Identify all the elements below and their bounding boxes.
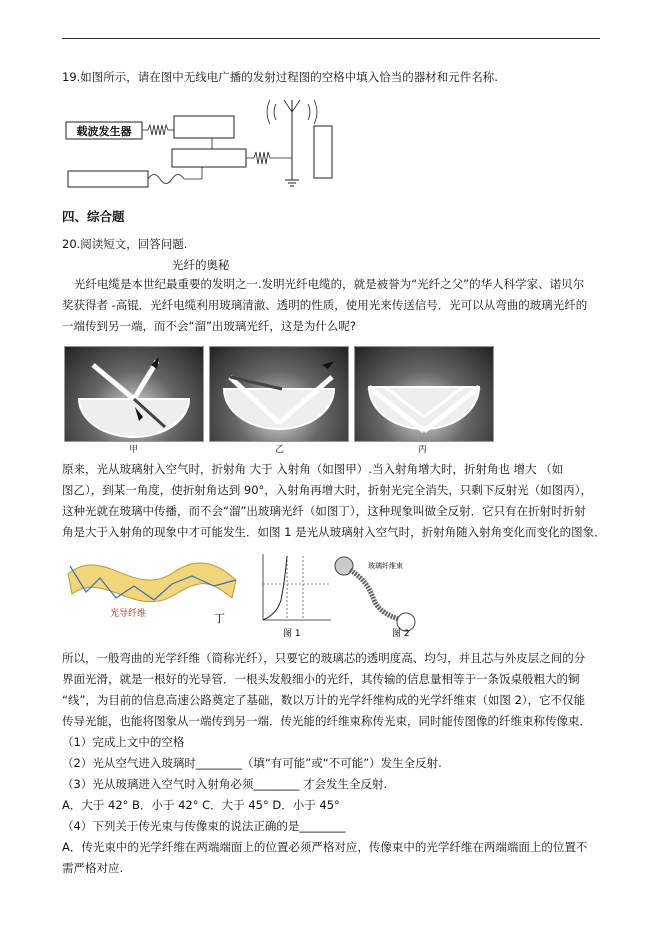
paragraph-1-line: 一端传到另一端，而不会“溜”出玻璃光纤，这是为什么呢?: [62, 319, 357, 333]
paragraph-3-line: “线”，为目前的信息高速公路奠定了基础，数以万计的光学纤维构成的光学纤维束（如图 2），它不仅能: [62, 693, 586, 707]
paragraph-1-line: 光纤电缆是本世纪最重要的发明之一.发明光纤电缆的，就是被誉为“光纤之父”的华人科学家、诺贝尔: [74, 277, 585, 291]
fiber-label: 光导纤维: [110, 609, 147, 619]
paragraph-2-line: 角是大于入射角的现象中才可能发生．如图 1 是光从玻璃射入空气时，折射角随入射角变化而变化的图象．: [62, 525, 606, 539]
figure-1-label: 图 1: [283, 629, 301, 639]
photo-label-jia: 甲: [129, 445, 139, 455]
question-options: A．大于 42° B．小于 42° C．大于 45° D．小于 45°: [62, 798, 340, 812]
figure-2-inner-label: 玻璃纤维束: [368, 562, 403, 570]
paragraph-2-line: 图乙），到某一角度，使折射角达到 90°，入射角再增大时，折射光完全消失，只剩下反射光（如图丙），: [62, 483, 593, 497]
figure-1-graph: [255, 550, 337, 640]
figure-2-label: 图 2: [392, 629, 410, 639]
header-rule: [62, 38, 600, 39]
paragraph-3-line: 传导光能，也能将图象从一端传到另一端．传光能的纤维束称传光束，同时能传图像的纤维束称传像束．: [62, 714, 591, 728]
blank-box-2: [172, 149, 246, 167]
question-line: （4）下列关于传光束与传像束的说法正确的是________: [62, 819, 346, 833]
q20-title: 光纤的奥秘: [172, 258, 230, 272]
photo-yi: [209, 346, 349, 442]
carrier-generator-label: 载波发生器: [76, 125, 132, 138]
modulated-wave-icon: [246, 112, 292, 164]
paragraph-3-line: 界面光滑，就是一根好的光导管．一根头发般细小的光纤，其传输的信息量相等于一条饭桌般粗大的铜: [62, 672, 580, 686]
blank-box-1: [174, 116, 234, 138]
radio-transmission-diagram: [62, 92, 352, 200]
photo-label-bing: 丙: [418, 445, 428, 455]
question-line: （3）光从玻璃进入空气时入射角必须________ 才会发生全反射.: [62, 777, 388, 791]
question-line: （2）光从空气进入玻璃时________（填“有可能”或“不可能”）发生全反射.: [62, 756, 442, 770]
fiber-figure-ding: [64, 550, 244, 630]
paragraph-1-line: 奖获得者 -高锟．光纤电缆利用玻璃清澈、透明的性质，使用光来传送信号．光可以从弯曲的玻璃光纤的: [62, 298, 588, 312]
paragraph-2-line: 原来，光从玻璃射入空气时，折射角 大于 入射角（如图甲）.当入射角增大时，折射角也 增大 （如: [62, 462, 564, 476]
photo-jia: [64, 346, 204, 442]
question-line: （1）完成上文中的空格: [62, 735, 185, 749]
blank-box-3: [68, 171, 148, 187]
photo-label-yi: 乙: [275, 445, 285, 455]
audio-wave-icon: [148, 175, 184, 184]
q19-text: 19.如图所示，请在图中无线电广播的发射过程图的空格中填入恰当的器材和元件名称.: [62, 70, 498, 84]
section-title: 四、综合题: [62, 209, 125, 224]
ding-label: 丁: [214, 612, 225, 625]
figure-2-bundle: [330, 550, 430, 640]
paragraph-2-line: 这种光就在玻璃中传播，而不会“溜”出玻璃光纤（如图丁），这种现象叫做全反射．它只有在折射时折射: [62, 504, 586, 518]
photo-bing: [354, 346, 494, 442]
answer-option-a: A．传光束中的光学纤维在两端端面上的位置必须严格对应，传像束中的光学纤维在两端端面上的位置不: [62, 840, 588, 854]
paragraph-3-line: 所以，一般弯曲的光学纤维（简称光纤），只要它的玻璃芯的透明度高、均匀，并且芯与外皮层之间的分: [62, 651, 586, 665]
answer-option-a-cont: 需严格对应.: [62, 861, 124, 875]
carrier-wave-icon: [142, 125, 174, 135]
q20-intro: 20.阅读短文，回答问题.: [62, 237, 188, 251]
blank-box-4: [314, 126, 332, 178]
